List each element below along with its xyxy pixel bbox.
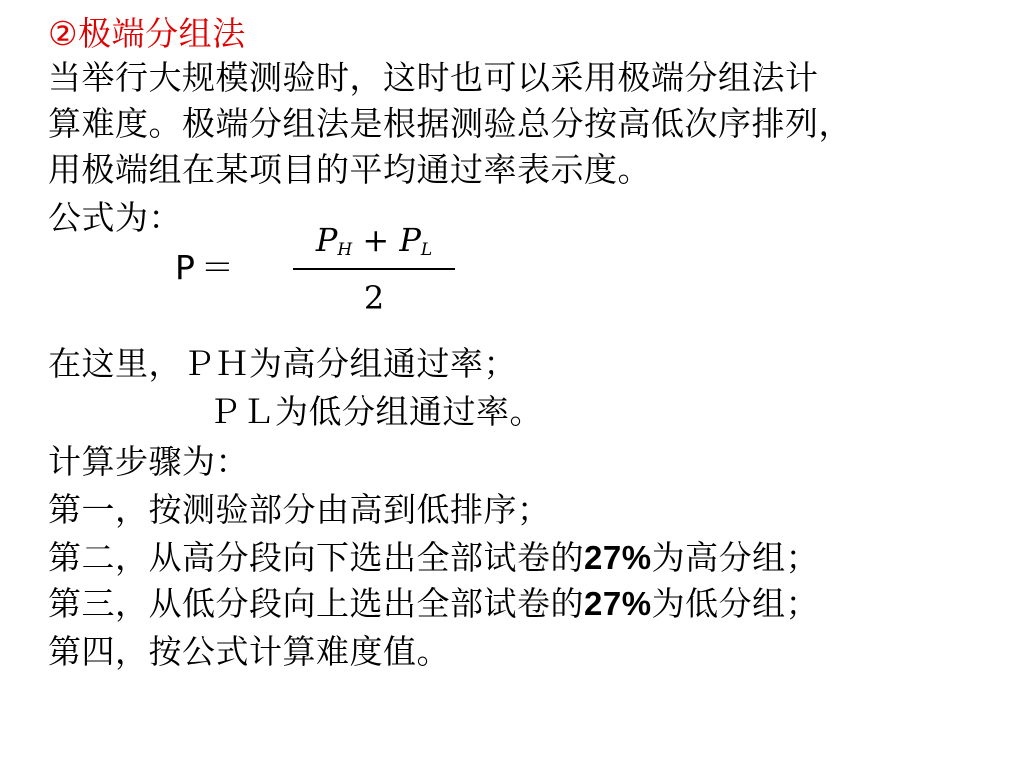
intro-line-2: 算难度。极端分组法是根据测验总分按高低次序排列， — [48, 104, 852, 143]
intro-line-1: 当举行大规模测验时，这时也可以采用极端分组法计 — [48, 58, 819, 97]
step-2-suffix: 为高分组； — [651, 538, 820, 577]
numerator-sub-1: H — [337, 240, 353, 260]
formula-label: 公式为： — [48, 198, 182, 237]
step-3 — [48, 582, 819, 626]
step-1 — [48, 488, 551, 532]
fraction-bar — [293, 268, 455, 270]
definition-line-2: ＰＬ为低分组通过率。 — [208, 392, 543, 431]
step-3-suffix: 为低分组； — [651, 584, 820, 623]
step-2-percent: 27% — [584, 539, 652, 576]
numerator-var-2: P — [399, 221, 421, 259]
numerator-var-1: P — [315, 221, 338, 259]
step-2-prefix: 第二，从高分段向下选出全部试卷的 — [48, 538, 584, 577]
steps-heading: 计算步骤为： — [48, 442, 249, 481]
numerator-operator: + — [352, 221, 400, 259]
formula-fraction — [293, 218, 455, 318]
step-1-prefix: 第一，按测验部分由高到低排序； — [48, 490, 551, 529]
step-3-prefix: 第三，从低分段向上选出全部试卷的 — [48, 584, 584, 623]
step-4-prefix: 第四，按公式计算难度值。 — [48, 632, 450, 671]
numerator-sub-2: L — [420, 240, 433, 260]
formula-numerator — [293, 218, 455, 262]
intro-line-3: 用极端组在某项目的平均通过率表示度。 — [48, 150, 651, 189]
step-2 — [48, 536, 819, 580]
step-3-percent: 27% — [584, 585, 652, 622]
formula-lhs: P＝ — [175, 248, 240, 287]
slide-title: ②极端分组法 — [48, 14, 246, 53]
definition-line-1: 在这里，ＰＨ为高分组通过率； — [48, 344, 517, 383]
formula-denominator: 2 — [363, 279, 385, 317]
step-4 — [48, 630, 450, 674]
